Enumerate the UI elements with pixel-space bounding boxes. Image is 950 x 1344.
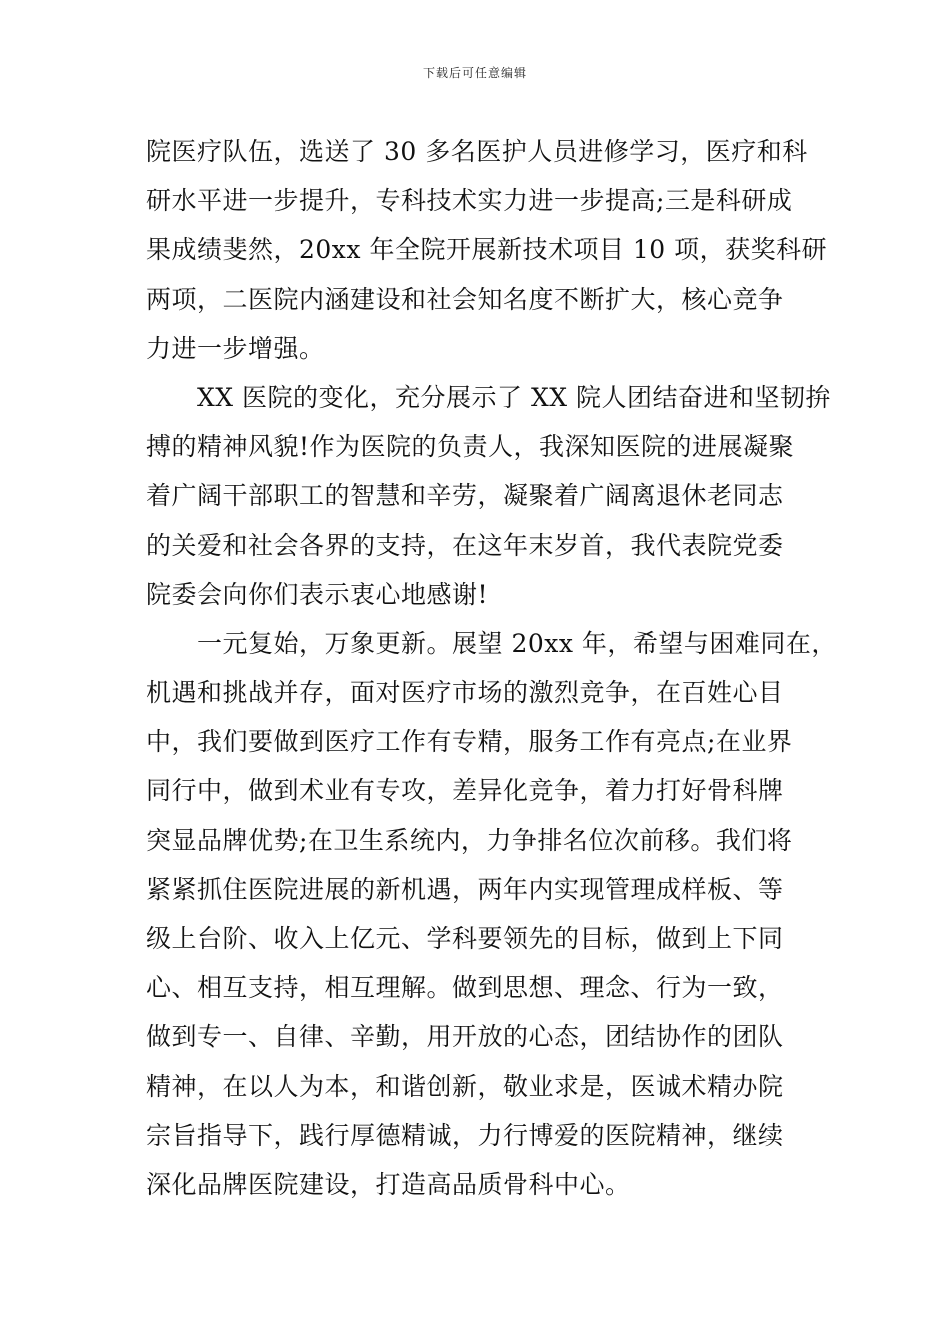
text-line: 精神，在以人为本，和谐创新，敬业求是，医诚术精办院 bbox=[146, 1071, 784, 1101]
text-line: 做到专一、自律、辛勤，用开放的心态，团结协作的团队 bbox=[146, 1022, 784, 1052]
text-line: 着广阔干部职工的智慧和辛劳，凝聚着广阔离退休老同志 bbox=[146, 481, 784, 511]
text-line: 中，我们要做到医疗工作有专精，服务工作有亮点;在业界 bbox=[146, 727, 793, 757]
text-line: XX 医院的变化，充分展示了 XX 院人团结奋进和坚韧拚 bbox=[146, 382, 832, 412]
text-line: 力进一步增强。 bbox=[146, 333, 325, 363]
text-line: 同行中，做到术业有专攻，差异化竞争，着力打好骨科牌 bbox=[146, 776, 784, 806]
text-line: 一元复始，万象更新。展望 20xx 年，希望与困难同在， bbox=[146, 628, 837, 658]
text-line: 两项，二医院内涵建设和社会知名度不断扩大，核心竞争 bbox=[146, 284, 784, 314]
text-line: 果成绩斐然，20xx 年全院开展新技术项目 10 项，获奖科研 bbox=[146, 235, 828, 265]
text-line: 心、相互支持，相互理解。做到思想、理念、行为一致， bbox=[146, 973, 784, 1003]
text-line: 院医疗队伍，选送了 30 多名医护人员进修学习，医疗和科 bbox=[146, 137, 808, 166]
text-line: 的关爱和社会各界的支持，在这年末岁首，我代表院党委 bbox=[146, 530, 784, 560]
text-line: 机遇和挑战并存，面对医疗市场的激烈竞争，在百姓心目 bbox=[146, 678, 784, 708]
text-line: 级上台阶、收入上亿元、学科要领先的目标，做到上下同 bbox=[146, 924, 784, 953]
text-line: 院委会向你们表示衷心地感谢! bbox=[146, 579, 489, 609]
text-line: 突显品牌优势;在卫生系统内，力争排名位次前移。我们将 bbox=[146, 825, 793, 855]
text-line: 搏的精神风貌!作为医院的负责人，我深知医院的进展凝聚 bbox=[146, 432, 795, 462]
text-line: 深化品牌医院建设，打造高品质骨科中心。 bbox=[146, 1169, 631, 1199]
document-body bbox=[146, 127, 837, 1209]
text-line: 紧紧抓住医院进展的新机遇，两年内实现管理成样板、等 bbox=[146, 874, 784, 904]
page-header: 下载后可任意编辑 bbox=[422, 66, 527, 80]
text-line: 研水平进一步提升，专科技术实力进一步提高;三是科研成 bbox=[146, 186, 793, 216]
text-line: 宗旨指导下，践行厚德精诚，力行博爱的医院精神，继续 bbox=[146, 1120, 784, 1150]
